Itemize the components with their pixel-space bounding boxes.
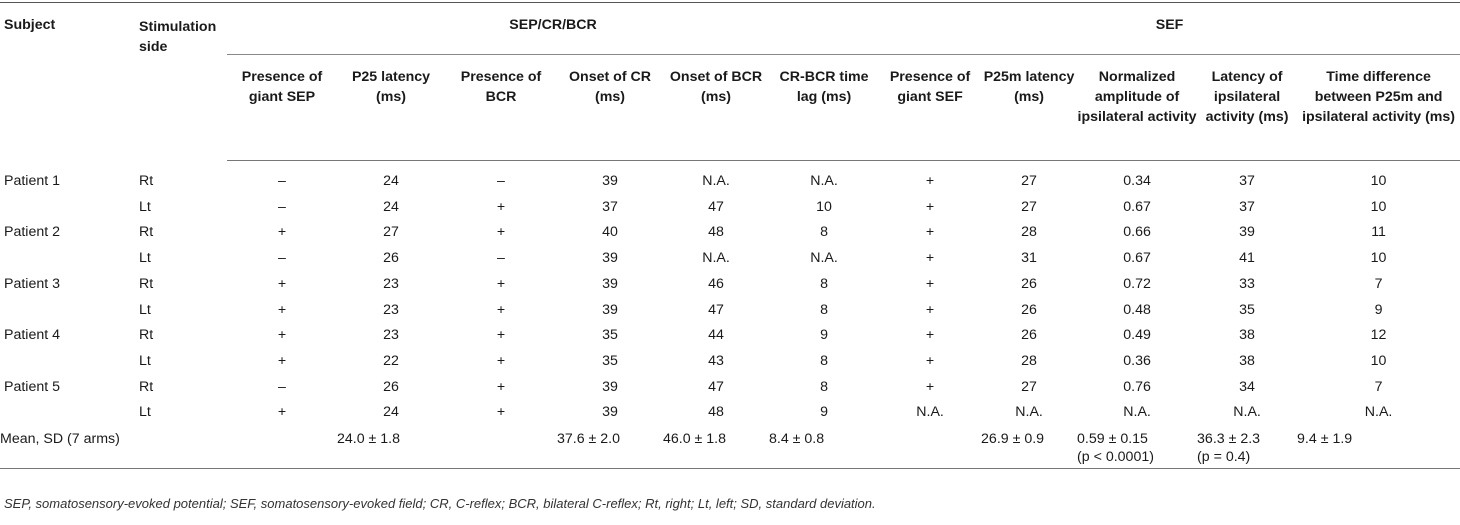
cell-value: 10 — [1370, 250, 1387, 267]
cell-value: 24 — [383, 173, 399, 189]
cell-value: – — [278, 198, 286, 215]
cell-value: 23 — [383, 327, 399, 344]
cell-value: 35 — [602, 352, 618, 369]
mean-lat: 36.3 ± 2.3 — [1197, 431, 1261, 448]
mean-lat-cell — [1197, 426, 1297, 468]
table-row — [0, 323, 1460, 349]
cell-value: + — [496, 378, 506, 395]
cell-value: 24 — [383, 198, 399, 215]
mean-lag: 8.4 ± 0.8 — [769, 431, 825, 448]
cell-value: 44 — [708, 327, 724, 344]
table-row — [0, 272, 1460, 298]
cell-value: 8 — [820, 378, 828, 395]
cell-side: Rt — [139, 378, 154, 395]
cell-side: Lt — [139, 301, 151, 318]
table-body — [0, 161, 1460, 427]
mean-row — [0, 426, 1460, 468]
cell-value: 47 — [708, 378, 724, 395]
table-row — [0, 400, 1460, 426]
cell-value: 26 — [383, 378, 399, 395]
cell-value: 10 — [1370, 352, 1387, 369]
cell-value: 24 — [383, 404, 399, 421]
header-presence-giant-sef: Presence of giant SEF — [879, 55, 981, 161]
mean-lat-p: (p = 0.4) — [1197, 449, 1251, 466]
cell-value: 47 — [708, 198, 724, 215]
cell-value: 8 — [820, 275, 828, 292]
cell-value: + — [277, 352, 287, 369]
cell-value: 39 — [602, 301, 618, 318]
table-row — [0, 298, 1460, 324]
cell-value: 48 — [708, 224, 724, 241]
cell-side: Lt — [139, 404, 151, 421]
cell-value: 27 — [1021, 378, 1037, 395]
header-cr-bcr-lag: CR-BCR time lag (ms) — [769, 55, 879, 161]
cell-side: Rt — [139, 172, 154, 189]
cell-value: + — [277, 224, 287, 241]
cell-value: 27 — [1021, 173, 1037, 189]
cell-value: 35 — [602, 327, 618, 344]
cell-value: 9 — [1374, 301, 1383, 318]
cell-value: 26 — [1021, 327, 1037, 344]
cell-value: 0.67 — [1123, 250, 1151, 267]
mean-amp: 0.59 ± 0.15 — [1077, 431, 1148, 448]
cell-value: 31 — [1021, 250, 1037, 267]
cell-value: N.A. — [1123, 404, 1151, 421]
cell-value: 0.66 — [1123, 224, 1151, 241]
cell-value: 39 — [602, 378, 618, 395]
cell-value: + — [925, 352, 935, 369]
mean-bcr: 46.0 ± 1.8 — [663, 431, 727, 448]
cell-value: 43 — [708, 352, 724, 369]
cell-value: N.A. — [702, 173, 730, 189]
cell-subject — [0, 349, 135, 375]
header-p25m-latency: P25m latency (ms) — [981, 55, 1077, 161]
table-row — [0, 220, 1460, 246]
mean-cr: 37.6 ± 2.0 — [557, 431, 621, 448]
cell-value: + — [925, 301, 935, 318]
cell-value: 7 — [1374, 378, 1383, 395]
mean-empty-3 — [879, 426, 981, 468]
cell-value: + — [925, 275, 935, 292]
table-row — [0, 246, 1460, 272]
mean-p25m: 26.9 ± 0.9 — [981, 431, 1045, 448]
cell-value: 0.36 — [1123, 352, 1151, 369]
cell-value: + — [925, 378, 935, 395]
cell-value: 37 — [1239, 173, 1255, 189]
cell-value: 27 — [383, 224, 399, 241]
cell-subject — [0, 400, 135, 426]
cell-value: N.A. — [810, 173, 838, 189]
cell-subject — [0, 246, 135, 272]
cell-value: 39 — [602, 173, 618, 189]
cell-value: N.A. — [702, 250, 730, 267]
cell-value: – — [278, 378, 286, 395]
header-onset-bcr: Onset of BCR (ms) — [663, 55, 769, 161]
table-row — [0, 375, 1460, 401]
cell-value: 11 — [1371, 224, 1386, 241]
cell-value: 0.48 — [1123, 301, 1151, 318]
cell-value: 37 — [602, 198, 618, 215]
cell-value: 9 — [820, 327, 828, 344]
footnote: SEP, somatosensory-evoked potential; SEF, somatosensory-evoked field; CR, C-reflex; BCR, bilateral C-reflex; Rt, right; Lt, left; SD, standard deviation. — [4, 496, 876, 511]
header-group-sef: SEF — [879, 3, 1460, 55]
mean-amp-p: (p < 0.0001) — [1077, 449, 1154, 466]
mean-p25: 24.0 ± 1.8 — [337, 431, 401, 448]
cell-value: 46 — [708, 275, 724, 292]
mean-empty-2 — [445, 426, 557, 468]
cell-value: 39 — [602, 275, 618, 292]
cell-value: 26 — [383, 250, 399, 267]
cell-subject: Patient 1 — [4, 172, 61, 189]
cell-value: 10 — [816, 198, 832, 215]
cell-value: 23 — [383, 301, 399, 318]
cell-value: 0.34 — [1123, 173, 1151, 189]
cell-value: 8 — [820, 301, 828, 318]
cell-value: 23 — [383, 275, 399, 292]
table-row — [0, 161, 1460, 195]
cell-side: Lt — [139, 198, 151, 215]
cell-value: – — [497, 173, 505, 189]
cell-value: 22 — [383, 352, 399, 369]
header-time-difference: Time difference between P25m and ipsilateral activity (ms) — [1297, 55, 1460, 161]
cell-value: + — [277, 327, 287, 344]
cell-value: 0.76 — [1123, 378, 1151, 395]
cell-value: 28 — [1021, 352, 1037, 369]
results-table — [0, 2, 1460, 469]
cell-value: 35 — [1239, 301, 1255, 318]
cell-value: 41 — [1239, 250, 1255, 267]
cell-value: N.A. — [916, 404, 944, 421]
cell-subject — [0, 195, 135, 221]
cell-subject: Patient 5 — [4, 378, 61, 395]
cell-value: + — [496, 224, 506, 241]
table-row — [0, 349, 1460, 375]
cell-value: 40 — [602, 224, 618, 241]
cell-value: 8 — [820, 224, 828, 241]
cell-value: + — [277, 275, 287, 292]
cell-value: 10 — [1370, 173, 1387, 189]
cell-subject: Patient 2 — [4, 224, 61, 241]
cell-value: + — [925, 173, 935, 189]
header-p25-latency: P25 latency (ms) — [337, 55, 445, 161]
header-stimulation-side: Stimulation side — [135, 3, 227, 161]
cell-value: 0.67 — [1123, 198, 1151, 215]
cell-value: 34 — [1239, 378, 1255, 395]
cell-value: 38 — [1239, 352, 1255, 369]
cell-subject: Patient 3 — [4, 275, 61, 292]
cell-subject: Patient 4 — [4, 327, 61, 344]
cell-value: 38 — [1239, 327, 1255, 344]
cell-value: 8 — [820, 352, 828, 369]
cell-value: 10 — [1370, 198, 1387, 215]
cell-value: 39 — [602, 404, 618, 421]
cell-value: N.A. — [1015, 404, 1043, 421]
cell-value: + — [496, 275, 506, 292]
cell-value: + — [925, 198, 935, 215]
cell-value: + — [496, 352, 506, 369]
header-group-sep-cr-bcr: SEP/CR/BCR — [227, 3, 879, 55]
table-row — [0, 195, 1460, 221]
cell-side: Rt — [139, 224, 154, 241]
cell-side: Rt — [139, 327, 154, 344]
cell-value: – — [278, 173, 286, 189]
mean-diff: 9.4 ± 1.9 — [1297, 431, 1353, 448]
cell-value: + — [277, 404, 287, 421]
cell-value: + — [496, 198, 506, 215]
header-normalized-amplitude: Normalized amplitude of ipsilateral activity — [1077, 55, 1197, 161]
cell-value: 27 — [1021, 198, 1037, 215]
cell-value: N.A. — [810, 250, 838, 267]
cell-value: 33 — [1239, 275, 1255, 292]
cell-value: + — [277, 301, 287, 318]
cell-value: 47 — [708, 301, 724, 318]
header-onset-cr: Onset of CR (ms) — [557, 55, 663, 161]
cell-value: 39 — [602, 250, 618, 267]
cell-value: 9 — [820, 404, 828, 421]
cell-side: Lt — [139, 250, 151, 267]
cell-value: N.A. — [1233, 404, 1261, 421]
cell-value: + — [496, 301, 506, 318]
header-presence-giant-sep: Presence of giant SEP — [227, 55, 337, 161]
cell-value: 12 — [1370, 327, 1387, 344]
cell-value: 0.49 — [1123, 327, 1151, 344]
cell-value: + — [496, 327, 506, 344]
cell-value: 0.72 — [1123, 275, 1151, 292]
header-ipsilateral-latency: Latency of ipsilateral activity (ms) — [1197, 55, 1297, 161]
cell-value: + — [925, 327, 935, 344]
cell-value: – — [278, 250, 286, 267]
cell-subject — [0, 298, 135, 324]
mean-amp-cell — [1077, 426, 1197, 468]
header-presence-bcr: Presence of BCR — [445, 55, 557, 161]
cell-value: 39 — [1239, 224, 1255, 241]
cell-value: + — [925, 250, 935, 267]
cell-value: 7 — [1374, 275, 1383, 292]
mean-empty-1 — [227, 426, 337, 468]
cell-side: Rt — [139, 275, 154, 292]
cell-value: + — [925, 224, 935, 241]
cell-value: – — [497, 250, 505, 267]
mean-label: Mean, SD (7 arms) — [0, 431, 120, 448]
cell-side: Lt — [139, 352, 151, 369]
cell-value: 48 — [708, 404, 724, 421]
cell-value: N.A. — [1364, 404, 1393, 421]
cell-value: 26 — [1021, 301, 1037, 318]
cell-value: 37 — [1239, 198, 1255, 215]
cell-value: 28 — [1021, 224, 1037, 241]
cell-value: 26 — [1021, 275, 1037, 292]
cell-value: + — [496, 404, 506, 421]
header-subject: Subject — [0, 3, 135, 161]
